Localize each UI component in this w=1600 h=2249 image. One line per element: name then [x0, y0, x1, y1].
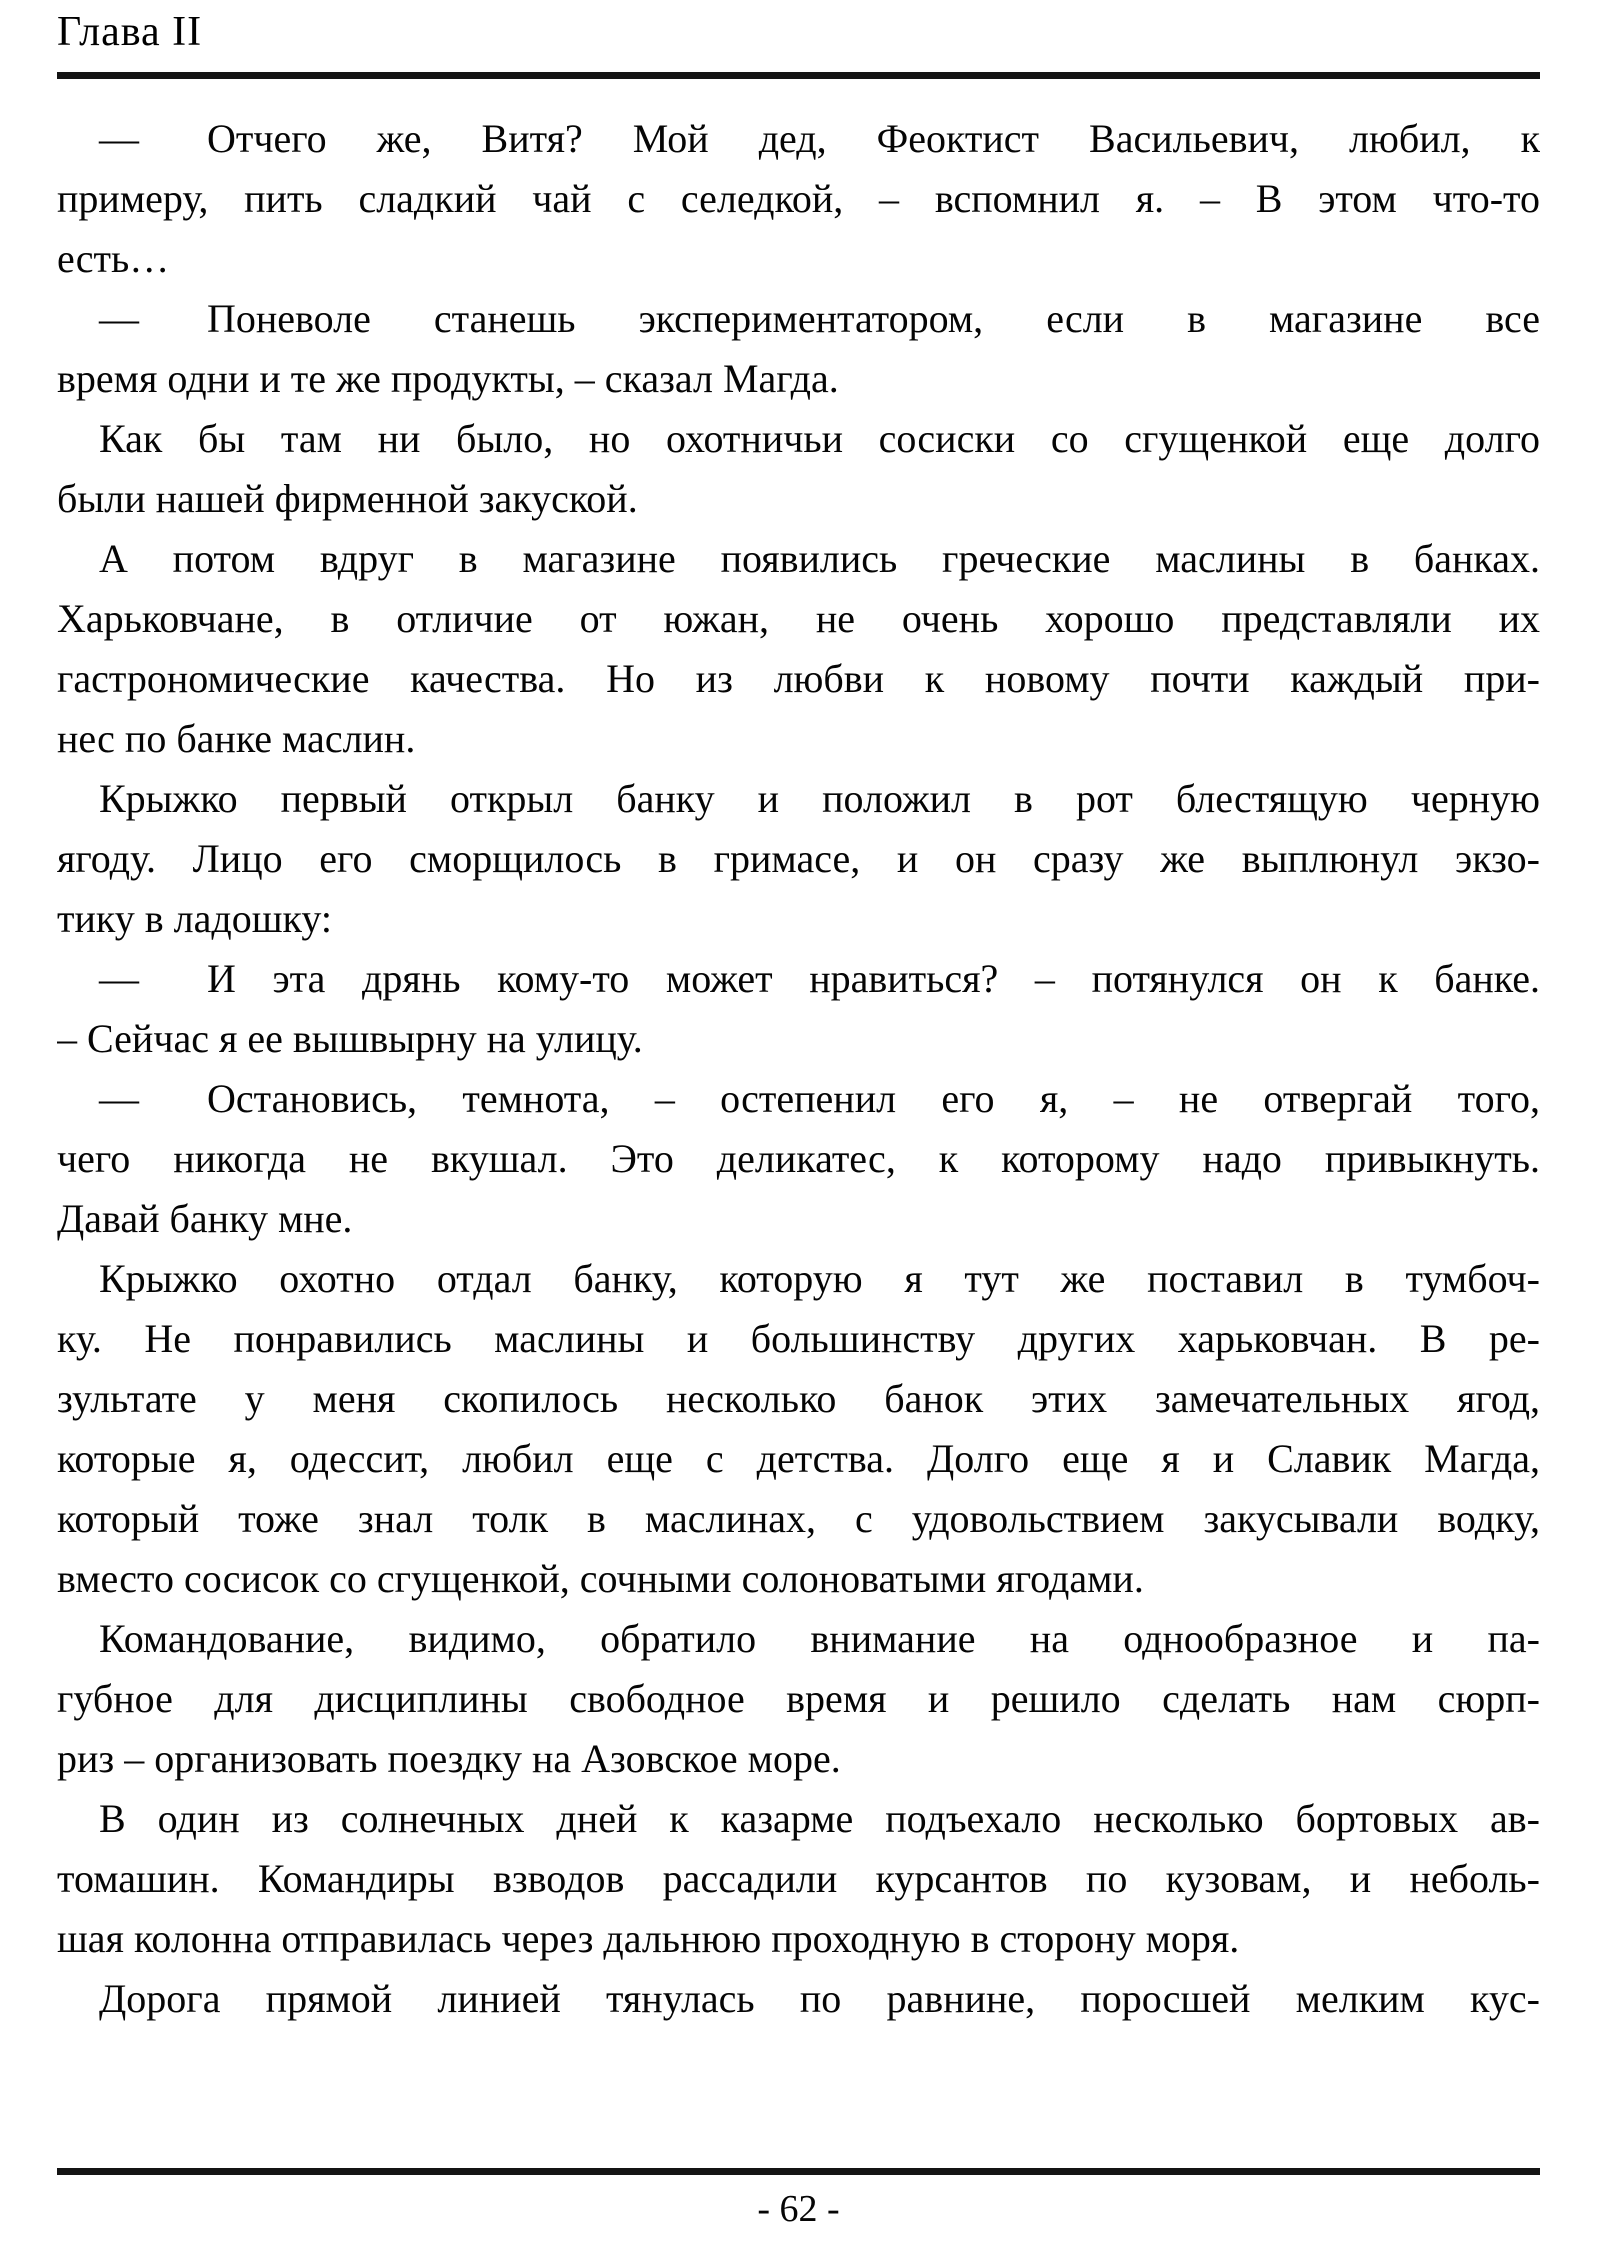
text-line: — Отчего же, Витя? Мой дед, Феоктист Васильевич, любил, к — [57, 109, 1540, 169]
text-line: А потом вдруг в магазине появились греческие маслины в банках. — [99, 536, 1540, 581]
text-line: Крыжко первый открыл банку и положил в рот блестящую черную — [99, 776, 1540, 821]
paragraph — [57, 529, 1540, 769]
dialogue-paragraph — [57, 949, 1540, 1069]
dialogue-paragraph — [57, 289, 1540, 409]
text-body — [57, 109, 1540, 2029]
text-line: Командование, видимо, обратило внимание на однообразное и па- — [99, 1616, 1540, 1661]
dialogue-paragraph — [57, 109, 1540, 289]
text-line: В один из солнечных дней к казарме подъехало несколько бортовых ав- — [99, 1796, 1540, 1841]
text-line: риз – организовать поездку на Азовское море. — [57, 1736, 841, 1781]
paragraph — [57, 769, 1540, 949]
text-line: — И эта дрянь кому-то может нравиться? – потянулся он к банке. — [57, 949, 1540, 1009]
paragraph — [57, 1249, 1540, 1609]
paragraph — [57, 1969, 1540, 2029]
paragraph — [57, 1609, 1540, 1789]
text-line: гастрономические качества. Но из любви к новому почти каждый при- — [57, 656, 1540, 701]
text-line: нес по банке маслин. — [57, 716, 416, 761]
text-line: — Остановись, темнота, – остепенил его я, – не отвергай того, — [57, 1069, 1540, 1129]
paragraph — [57, 409, 1540, 529]
text-line: — Поневоле станешь экспериментатором, если в магазине все — [57, 289, 1540, 349]
footer-rule — [57, 2168, 1540, 2175]
text-line: Давай банку мне. — [57, 1196, 353, 1241]
text-line: примеру, пить сладкий чай с селедкой, – вспомнил я. – В этом что-то — [57, 176, 1540, 221]
text-line: чего никогда не вкушал. Это деликатес, к которому надо привыкнуть. — [57, 1136, 1540, 1181]
text-line: были нашей фирменной закуской. — [57, 476, 638, 521]
dialogue-dash: — — [99, 116, 139, 161]
text-line: ягоду. Лицо его сморщилось в гримасе, и он сразу же выплюнул экзо- — [57, 836, 1540, 881]
header-rule — [57, 72, 1540, 79]
text-line: Крыжко охотно отдал банку, которую я тут же поставил в тумбоч- — [99, 1256, 1540, 1301]
dialogue-paragraph — [57, 1069, 1540, 1249]
text-line: который тоже знал толк в маслинах, с удовольствием закусывали водку, — [57, 1496, 1540, 1541]
text-line: Как бы там ни было, но охотничьи сосиски со сгущенкой еще долго — [99, 416, 1540, 461]
dialogue-dash: — — [99, 956, 139, 1001]
text-line: томашин. Командиры взводов рассадили курсантов по кузовам, и неболь- — [57, 1856, 1540, 1901]
text-line: губное для дисциплины свободное время и решило сделать нам сюрп- — [57, 1676, 1540, 1721]
text-line: Дорога прямой линией тянулась по равнине, поросшей мелким кус- — [99, 1976, 1540, 2021]
text-line: Харьковчане, в отличие от южан, не очень хорошо представляли их — [57, 596, 1540, 641]
paragraph — [57, 1789, 1540, 1969]
text-line: ку. Не понравились маслины и большинству других харьковчан. В ре- — [57, 1316, 1540, 1361]
text-line: шая колонна отправилась через дальнюю проходную в сторону моря. — [57, 1916, 1240, 1961]
text-line: которые я, одессит, любил еще с детства. Долго еще я и Славик Магда, — [57, 1436, 1540, 1481]
dialogue-dash: — — [99, 1076, 139, 1121]
text-line: время одни и те же продукты, – сказал Магда. — [57, 356, 839, 401]
dialogue-dash: — — [99, 296, 139, 341]
chapter-title: Глава II — [57, 9, 203, 55]
text-line: тику в ладошку: — [57, 896, 332, 941]
page-footer — [57, 2168, 1540, 2231]
page-number: - 62 - — [757, 2188, 840, 2230]
text-line: вместо сосисок со сгущенкой, сочными солоноватыми ягодами. — [57, 1556, 1144, 1601]
text-line: есть… — [57, 236, 170, 281]
text-line: зультате у меня скопилось несколько банок этих замечательных ягод, — [57, 1376, 1540, 1421]
text-line: – Сейчас я ее вышвырну на улицу. — [57, 1016, 643, 1061]
